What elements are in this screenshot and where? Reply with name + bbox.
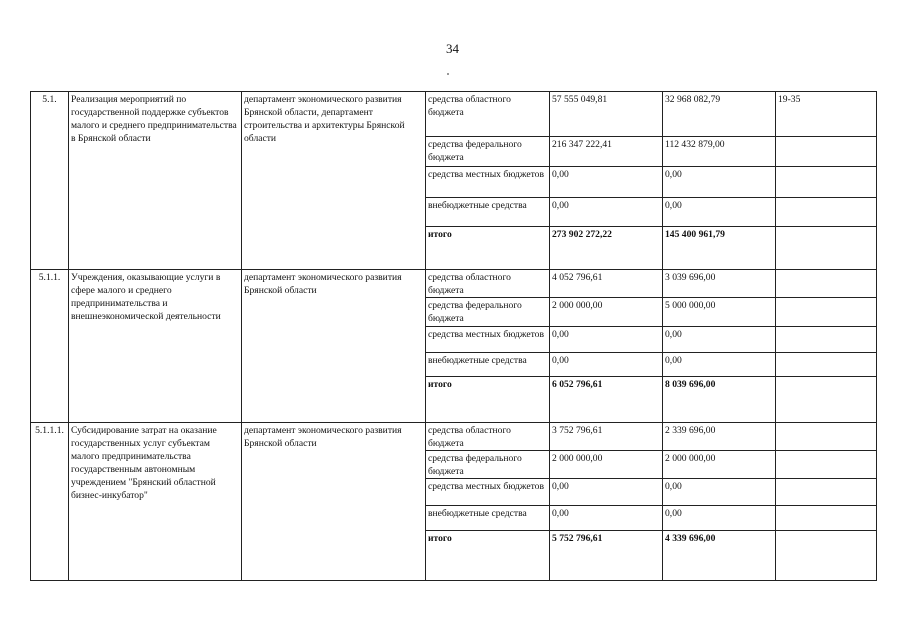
amount-2: 0,00 — [663, 353, 776, 377]
funding-source: внебюджетные средства — [426, 353, 550, 377]
note: 19-35 — [776, 92, 877, 137]
amount-2: 2 000 000,00 — [663, 451, 776, 479]
note — [776, 167, 877, 198]
section-name: Учреждения, оказывающие услуги в сфере малого и среднего предпринимательства и внешнеэкономической деятельности — [69, 270, 242, 423]
amount-2: 32 968 082,79 — [663, 92, 776, 137]
amount-1: 0,00 — [550, 506, 663, 531]
scan-dot — [447, 73, 449, 75]
amount-1: 2 000 000,00 — [550, 298, 663, 327]
amount-1: 2 000 000,00 — [550, 451, 663, 479]
funding-source: средства местных бюджетов — [426, 167, 550, 198]
amount-1: 3 752 796,61 — [550, 423, 663, 451]
funding-source: средства местных бюджетов — [426, 479, 550, 506]
total-amount-1: 6 052 796,61 — [550, 377, 663, 423]
amount-2: 0,00 — [663, 479, 776, 506]
note — [776, 423, 877, 451]
note — [776, 353, 877, 377]
amount-2: 3 039 696,00 — [663, 270, 776, 298]
amount-1: 0,00 — [550, 327, 663, 353]
note — [776, 227, 877, 270]
section-code: 5.1. — [31, 92, 69, 270]
amount-2: 112 432 879,00 — [663, 137, 776, 167]
note — [776, 327, 877, 353]
note — [776, 531, 877, 581]
total-amount-2: 145 400 961,79 — [663, 227, 776, 270]
note — [776, 137, 877, 167]
amount-2: 0,00 — [663, 198, 776, 227]
amount-2: 5 000 000,00 — [663, 298, 776, 327]
amount-1: 0,00 — [550, 198, 663, 227]
note — [776, 377, 877, 423]
funding-source: средства областного бюджета — [426, 423, 550, 451]
funding-source: средства областного бюджета — [426, 92, 550, 137]
amount-1: 4 052 796,61 — [550, 270, 663, 298]
total-amount-2: 4 339 696,00 — [663, 531, 776, 581]
funding-source: внебюджетные средства — [426, 198, 550, 227]
table-row — [31, 423, 877, 451]
funding-source: средства федерального бюджета — [426, 137, 550, 167]
section-code: 5.1.1.1. — [31, 423, 69, 581]
total-amount-2: 8 039 696,00 — [663, 377, 776, 423]
section-code: 5.1.1. — [31, 270, 69, 423]
section-executor: департамент экономического развития Брянской области — [242, 270, 426, 423]
funding-source: внебюджетные средства — [426, 506, 550, 531]
amount-1: 57 555 049,81 — [550, 92, 663, 137]
note — [776, 451, 877, 479]
funding-source: средства областного бюджета — [426, 270, 550, 298]
total-amount-1: 273 902 272,22 — [550, 227, 663, 270]
note — [776, 298, 877, 327]
note — [776, 270, 877, 298]
section-name: Субсидирование затрат на оказание государственных услуг субъектам малого предпринимательства государственным автономным учреждением "Брянский областной бизнес-инкубатор" — [69, 423, 242, 581]
table-row — [31, 270, 877, 298]
amount-1: 0,00 — [550, 353, 663, 377]
page-number: 34 — [446, 41, 459, 56]
amount-2: 0,00 — [663, 506, 776, 531]
note — [776, 479, 877, 506]
amount-1: 0,00 — [550, 167, 663, 198]
section-executor: департамент экономического развития Брянской области — [242, 423, 426, 581]
amount-1: 216 347 222,41 — [550, 137, 663, 167]
amount-2: 0,00 — [663, 327, 776, 353]
budget-table — [30, 91, 877, 581]
total-amount-1: 5 752 796,61 — [550, 531, 663, 581]
note — [776, 506, 877, 531]
section-name: Реализация мероприятий по государственной поддержке субъектов малого и среднего предпринимательства в Брянской области — [69, 92, 242, 270]
amount-2: 2 339 696,00 — [663, 423, 776, 451]
section-executor: департамент экономического развития Брянской области, департамент строительства и архитектуры Брянской области — [242, 92, 426, 270]
total-label: итого — [426, 377, 550, 423]
funding-source: средства федерального бюджета — [426, 298, 550, 327]
funding-source: средства федерального бюджета — [426, 451, 550, 479]
table-row — [31, 92, 877, 137]
amount-1: 0,00 — [550, 479, 663, 506]
total-label: итого — [426, 227, 550, 270]
funding-source: средства местных бюджетов — [426, 327, 550, 353]
note — [776, 198, 877, 227]
amount-2: 0,00 — [663, 167, 776, 198]
total-label: итого — [426, 531, 550, 581]
